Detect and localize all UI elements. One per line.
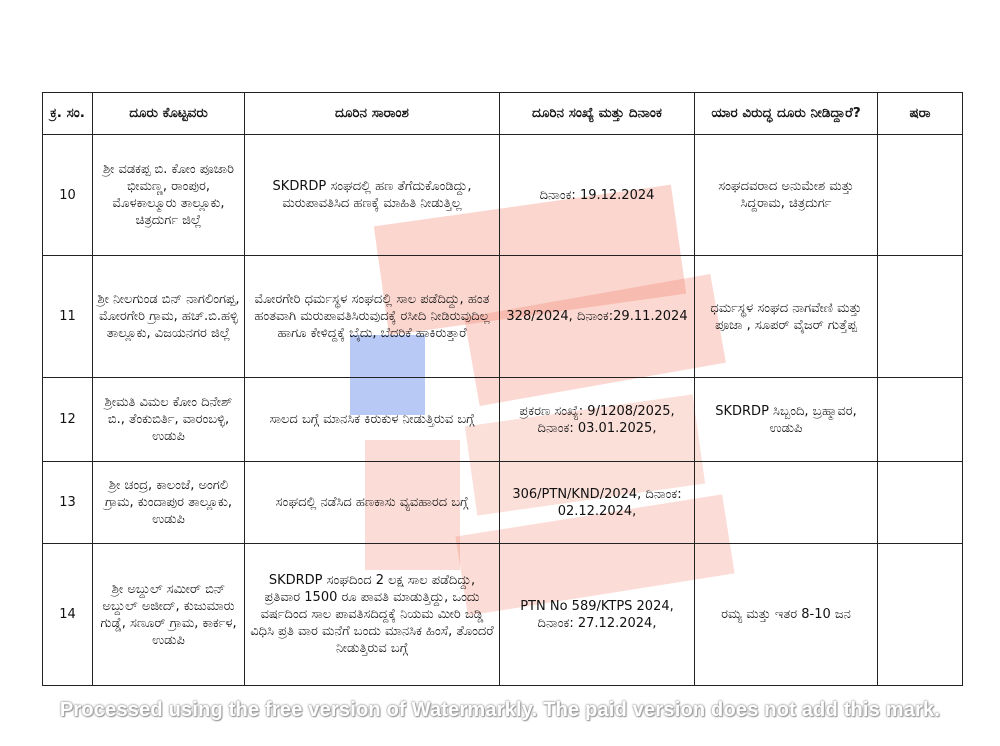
header-remarks: ಷರಾ xyxy=(878,93,963,135)
cell-serial: 11 xyxy=(43,256,93,378)
complaints-table xyxy=(42,92,963,686)
cell-serial: 12 xyxy=(43,378,93,462)
cell-complainant: ಶ್ರೀ ವಡಕಪ್ಪ ಬಿ. ಕೋಂ ಪೂಜಾರಿ ಭೀಮಣ್ಣ, ರಾಂಪುರ, ಮೊಳಕಾಲ್ಮೂರು ತಾಲ್ಲೂಕು, ಚಿತ್ರದುರ್ಗ ಜಿಲ್ಲೆ xyxy=(93,135,245,256)
cell-remarks xyxy=(878,378,963,462)
table-row xyxy=(43,135,963,256)
table-row xyxy=(43,462,963,544)
header-serial: ಕ್ರ. ಸಂ. xyxy=(43,93,93,135)
cell-number-date: ದಿನಾಂಕ: 19.12.2024 xyxy=(500,135,695,256)
cell-number-date: ಪ್ರಕರಣ ಸಂಖ್ಯೆ: 9/1208/2025, ದಿನಾಂಕ: 03.01.2025, xyxy=(500,378,695,462)
cell-remarks xyxy=(878,544,963,686)
cell-serial: 14 xyxy=(43,544,93,686)
header-against: ಯಾರ ವಿರುದ್ಧ ದೂರು ನೀಡಿದ್ದಾರೆ? xyxy=(695,93,878,135)
cell-against: SKDRDP ಸಿಬ್ಬಂದಿ, ಬ್ರಹ್ಮಾವರ, ಉಡುಪಿ xyxy=(695,378,878,462)
header-row xyxy=(43,93,963,135)
cell-summary: ಮೋರಗೇರಿ ಧರ್ಮಸ್ಥಳ ಸಂಘದಲ್ಲಿ ಸಾಲ ಪಡೆದಿದ್ದು, ಹಂತ ಹಂತವಾಗಿ ಮರುಪಾವತಿಸಿರುವುದಕ್ಕೆ ರಸೀದಿ ನೀಡಿರುವುದಿಲ್ಲ ಹಾಗೂ ಕೇಳಿದ್ದಕ್ಕೆ ಬೈದು, ಬೆದರಿಕೆ ಹಾಕಿರುತ್ತಾರೆ xyxy=(245,256,500,378)
cell-complainant: ಶ್ರೀ ಚಂದ್ರ, ಕಾಲಂಜೆ, ಅಂಗಲಿ ಗ್ರಾಮ, ಕುಂದಾಪುರ ತಾಲ್ಲೂಕು, ಉಡುಪಿ xyxy=(93,462,245,544)
cell-complainant: ಶ್ರೀ ನೀಲಗುಂಡ ಬಿನ್ ನಾಗಲಿಂಗಪ್ಪ, ಮೋರಗೇರಿ ಗ್ರಾಮ, ಹಚ್.ಬಿ.ಹಳ್ಳಿ ತಾಲ್ಲೂಕು, ವಿಜಯನಗರ ಜಿಲ್ಲೆ xyxy=(93,256,245,378)
cell-number-date: PTN No 589/KTPS 2024, ದಿನಾಂಕ: 27.12.2024, xyxy=(500,544,695,686)
cell-number-date: 328/2024, ದಿನಾಂಕ:29.11.2024 xyxy=(500,256,695,378)
cell-summary: ಸಂಘದಲ್ಲಿ ನಡೆಸಿದ ಹಣಕಾಸು ವ್ಯವಹಾರದ ಬಗ್ಗೆ xyxy=(245,462,500,544)
watermark-footer-text: Processed using the free version of Watermarkly. The paid version does not add this mark. xyxy=(59,699,941,721)
cell-complainant: ಶ್ರೀ ಅಬ್ದುಲ್ ಸಮೀರ್ ಬಿನ್ ಅಬ್ದುಲ್ ಅಜೀದ್, ಕುಜುಮಾರು ಗುಡ್ಡೆ, ಸಣೂರ್ ಗ್ರಾಮ, ಕಾರ್ಕಳ, ಉಡುಪಿ xyxy=(93,544,245,686)
header-summary: ದೂರಿನ ಸಾರಾಂಶ xyxy=(245,93,500,135)
cell-remarks xyxy=(878,135,963,256)
table-row xyxy=(43,378,963,462)
header-complainant: ದೂರು ಕೊಟ್ಟವರು xyxy=(93,93,245,135)
cell-remarks xyxy=(878,462,963,544)
cell-number-date: 306/PTN/KND/2024, ದಿನಾಂಕ: 02.12.2024, xyxy=(500,462,695,544)
cell-against: ರಮ್ಯ ಮತ್ತು ಇತರ 8-10 ಜನ xyxy=(695,544,878,686)
cell-against: ಸಂಘದವರಾದ ಅನುಮೇಶ ಮತ್ತು ಸಿದ್ದರಾಮ, ಚಿತ್ರದುರ್ಗ xyxy=(695,135,878,256)
cell-against xyxy=(695,462,878,544)
cell-serial: 10 xyxy=(43,135,93,256)
cell-serial: 13 xyxy=(43,462,93,544)
table-row xyxy=(43,256,963,378)
cell-summary: ಸಾಲದ ಬಗ್ಗೆ ಮಾನಸಿಕ ಕಿರುಕುಳ ನೀಡುತ್ತಿರುವ ಬಗ್ಗೆ xyxy=(245,378,500,462)
cell-complainant: ಶ್ರೀಮತಿ ವಿಮಲ ಕೋಂ ದಿನೇಶ್ ಬಿ., ತೆಂಕುಬಿರ್ತಿ, ವಾರಂಬಳ್ಳಿ, ಉಡುಪಿ xyxy=(93,378,245,462)
cell-summary: SKDRDP ಸಂಘದಿಂದ 2 ಲಕ್ಷ ಸಾಲ ಪಡೆದಿದ್ದು, ಪ್ರತಿವಾರ 1500 ರೂ ಪಾವತಿ ಮಾಡುತ್ತಿದ್ದು, ಒಂದು ವರ್ಷದಿಂದ ಸಾಲ ಪಾವತಿಸದಿದ್ದಕ್ಕೆ ನಿಯಮ ಮೀರಿ ಬಡ್ಡಿ ವಿಧಿಸಿ ಪ್ರತಿ ವಾರ ಮನೆಗೆ ಬಂದು ಮಾನಸಿಕ ಹಿಂಸೆ, ತೊಂದರೆ ನೀಡುತ್ತಿರುವ ಬಗ್ಗೆ xyxy=(245,544,500,686)
cell-against: ಧರ್ಮಸ್ಥಳ ಸಂಘದ ನಾಗವೇಣಿ ಮತ್ತು ಪೂಜಾ , ಸೂಪರ್ ವೈಜರ್ ಗುತ್ತೆಪ್ಪ xyxy=(695,256,878,378)
cell-summary: SKDRDP ಸಂಘದಲ್ಲಿ ಹಣ ತೆಗೆದುಕೊಂಡಿದ್ದು, ಮರುಪಾವತಿಸಿದ ಹಣಕ್ಕೆ ಮಾಹಿತಿ ನೀಡುತ್ತಿಲ್ಲ xyxy=(245,135,500,256)
cell-remarks xyxy=(878,256,963,378)
table-row xyxy=(43,544,963,686)
header-number-date: ದೂರಿನ ಸಂಖ್ಯೆ ಮತ್ತು ದಿನಾಂಕ xyxy=(500,93,695,135)
